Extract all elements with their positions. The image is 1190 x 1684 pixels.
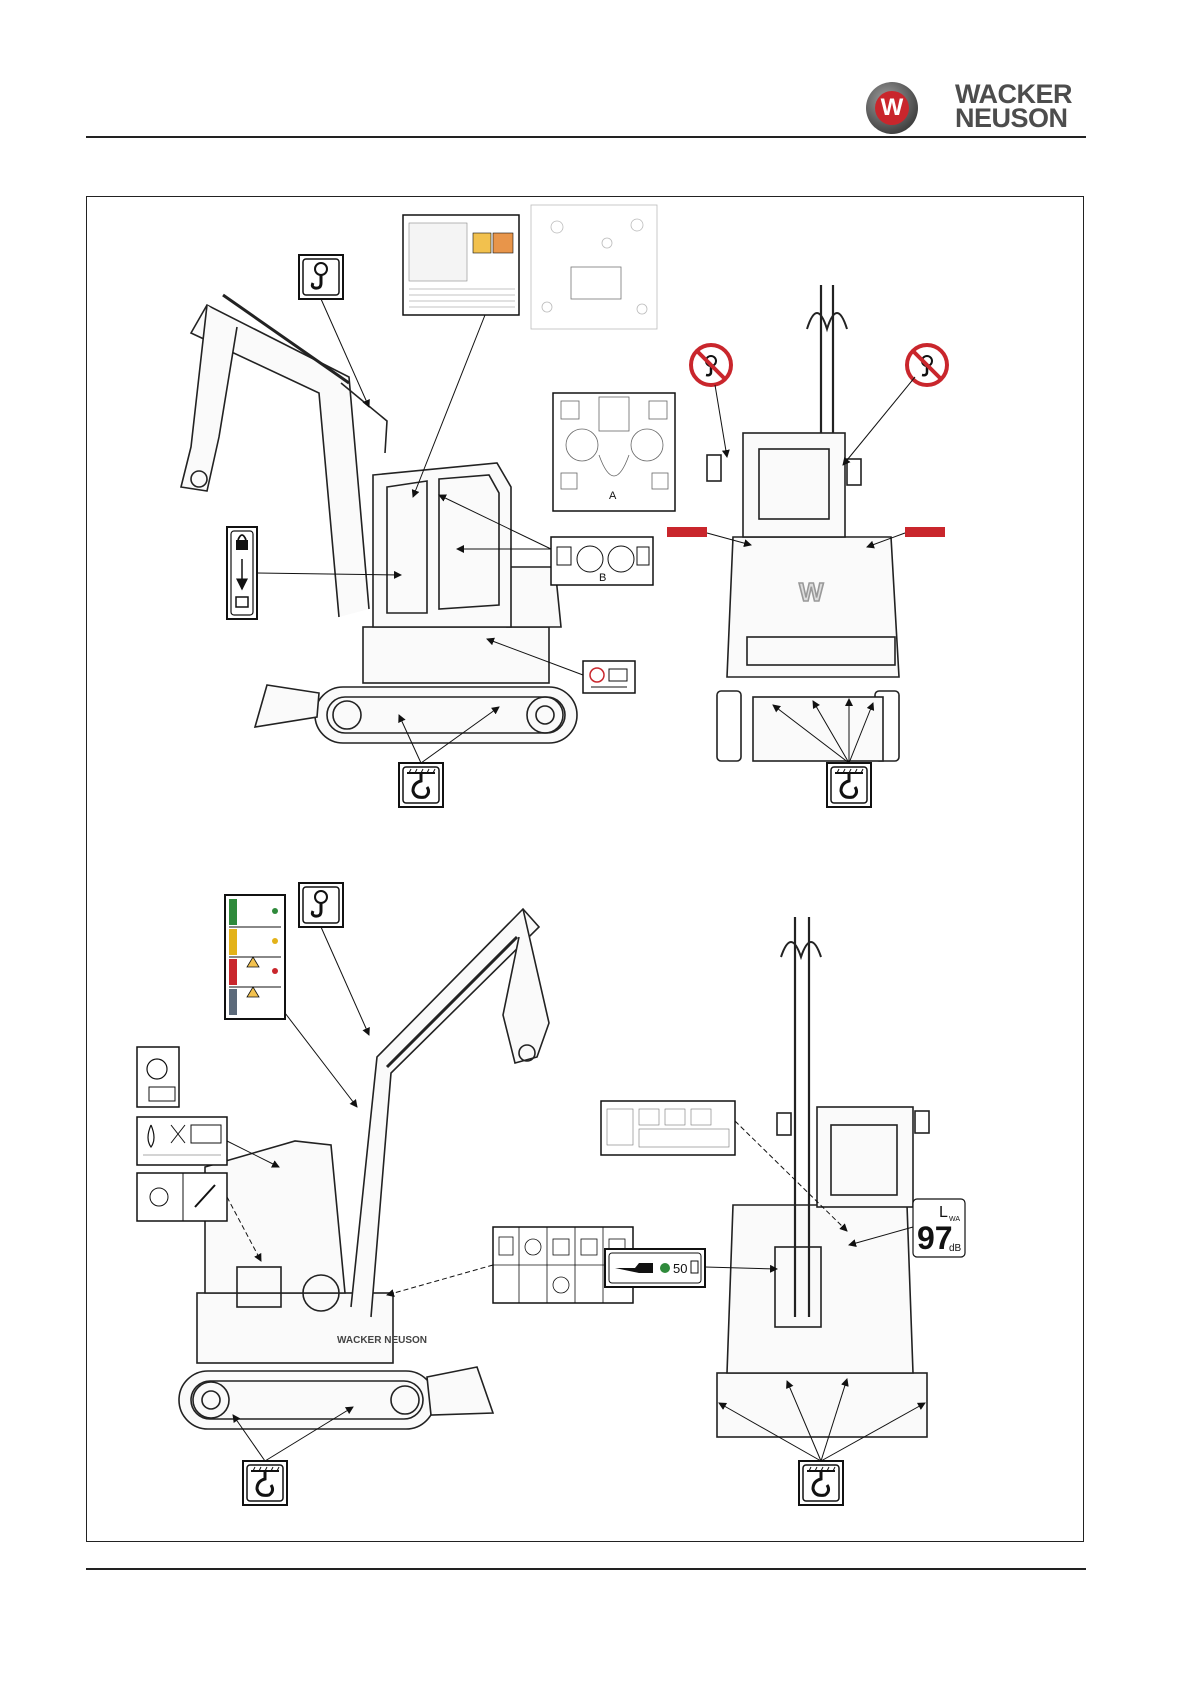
svg-text:W: W [799, 577, 824, 607]
excavator-left-side-view [181, 295, 577, 743]
excavator-rear-view [707, 285, 899, 761]
header-rule [86, 136, 1086, 138]
callout-b: B [599, 572, 607, 584]
brand-logo-icon [866, 82, 918, 134]
fuel-level-value: 50 [673, 1261, 688, 1276]
figure-frame [86, 196, 1084, 1542]
logo-letter: W [880, 94, 904, 121]
brand-wordmark [955, 79, 1095, 133]
brand-line-1: WACKER [955, 79, 1072, 109]
noise-symbol: L [939, 1204, 948, 1221]
excavator-front-view [717, 917, 929, 1437]
brand-line-2: NEUSON [955, 103, 1068, 133]
footer-rule [86, 1568, 1086, 1570]
callout-a: A [609, 490, 617, 502]
noise-value: 97 [917, 1220, 953, 1256]
page-header [0, 0, 1190, 140]
noise-unit: dB [949, 1243, 962, 1254]
noise-subscript: WA [949, 1216, 961, 1223]
machine-model-marking: WACKER NEUSON [337, 1335, 428, 1346]
label-location-drawing [87, 197, 1085, 1543]
